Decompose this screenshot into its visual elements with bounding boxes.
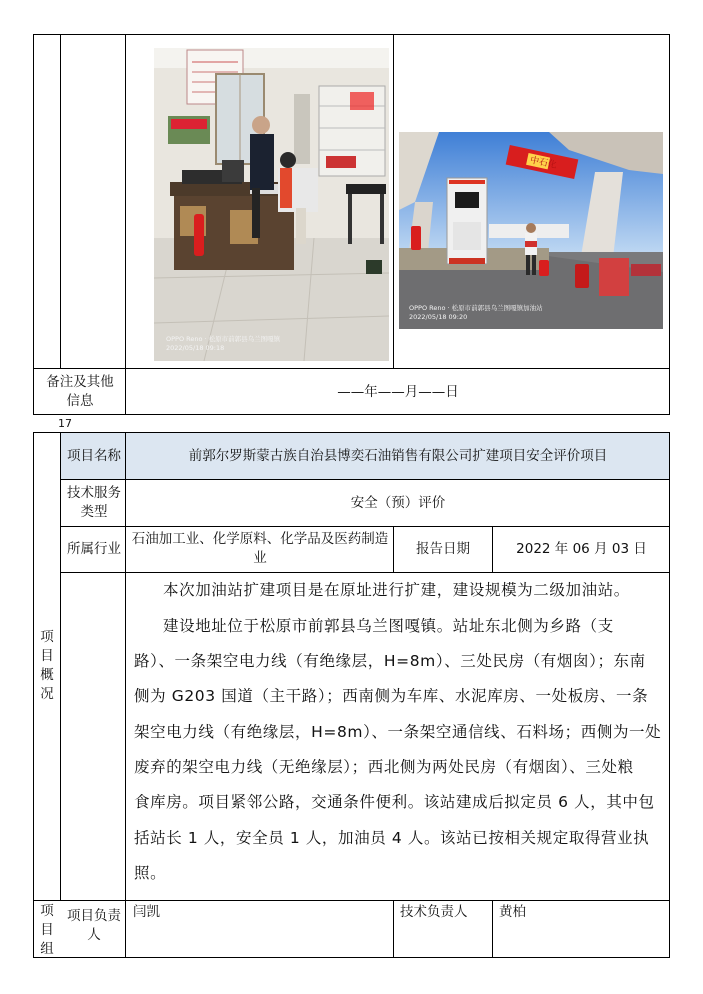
service-type-label: 技术服务类型 [67,485,121,520]
overview-line: 本次加油站扩建项目是在原址进行扩建，建设规模为二级加油站。 [163,581,630,599]
team-col-divider-2 [492,900,493,958]
tech-leader-label: 技术负责人 [400,904,468,920]
photo2-caption: OPPO Reno · 松原市前郭县乌兰图嘎镇加油站 [409,304,543,312]
overview-line: 食库房。项目紧邻公路，交通条件便利。该站建成后拟定员 6 人，其中包 [134,793,655,811]
page-number: 17 [58,417,72,430]
overview-line: 架空电力线（有绝缘层，H=8m）、一条架空通信线、石料场；西侧为一处 [134,723,662,741]
top-col-divider-2 [125,34,126,415]
tech-leader-name: 黄柏 [499,904,526,920]
industry-col-divider [393,526,394,572]
project-name-value: 前郭尔罗斯蒙古族自治县博奕石油销售有限公司扩建项目安全评价项目 [188,448,608,464]
info-row-divider-2 [60,526,670,527]
report-date-value: 2022 年 06 月 03 日 [516,540,647,557]
overview-line: 侧为 G203 国道（主干路）；西南侧为车库、水泥库房、一处板房、一条 [134,687,649,705]
overview-line: 照。 [134,864,167,882]
section-label-project-overview: 项目概况 [40,629,54,702]
overview-line: 建设地址位于松原市前郭县乌兰图嘎镇。站址东北侧为乡路（支 [163,617,614,635]
info-row-divider-1 [60,479,670,480]
industry-value: 石油加工业、化学原料、化学品及医药制造业 [131,531,389,566]
report-date-col-divider [492,526,493,572]
fuel-dispenser-photo [399,132,663,329]
project-name-label: 项目名称 [67,448,121,464]
info-col-divider-1 [60,432,61,900]
info-row-divider-4 [33,900,670,901]
photo2-watermark [409,304,543,322]
service-type-value: 安全（预）评价 [350,494,446,511]
photo1-watermark [166,335,280,353]
info-col-divider-2 [125,432,126,958]
photo1-time: 2022/05/18 09:18 [166,344,225,352]
team-col-divider-1 [393,900,394,958]
top-col-divider-3 [393,34,394,369]
top-col-divider-1 [60,34,61,369]
office-interior-photo [154,48,389,361]
leader-label: 项目负责人 [67,908,121,943]
report-date-label: 报告日期 [416,540,470,557]
office-interior-illustration [154,48,389,361]
forecourt-illustration [399,132,663,329]
industry-label: 所属行业 [67,540,121,557]
station-sign-label: 中石化 [529,155,558,171]
remarks-label: 备注及其他信息 [46,374,114,409]
overview-line: 括站长 1 人，安全员 1 人，加油员 4 人。该站已按相关规定取得营业执 [134,829,650,847]
leader-name: 闫凯 [133,904,160,920]
photo1-caption: OPPO Reno · 松原市前郭县乌兰图嘎镇 [166,335,281,343]
photo2-time: 2022/05/18 09:20 [409,313,468,321]
remarks-date: ——年——月——日 [337,383,459,400]
team-label: 项目组 [40,903,54,957]
overview-line: 废弃的架空电力线（无绝缘层）；西北侧为两处民房（有烟囱）、三处粮 [134,758,634,776]
overview-line: 路）、一条架空电力线（有绝缘层，H=8m）、三处民房（有烟囱）；东南 [134,652,646,670]
